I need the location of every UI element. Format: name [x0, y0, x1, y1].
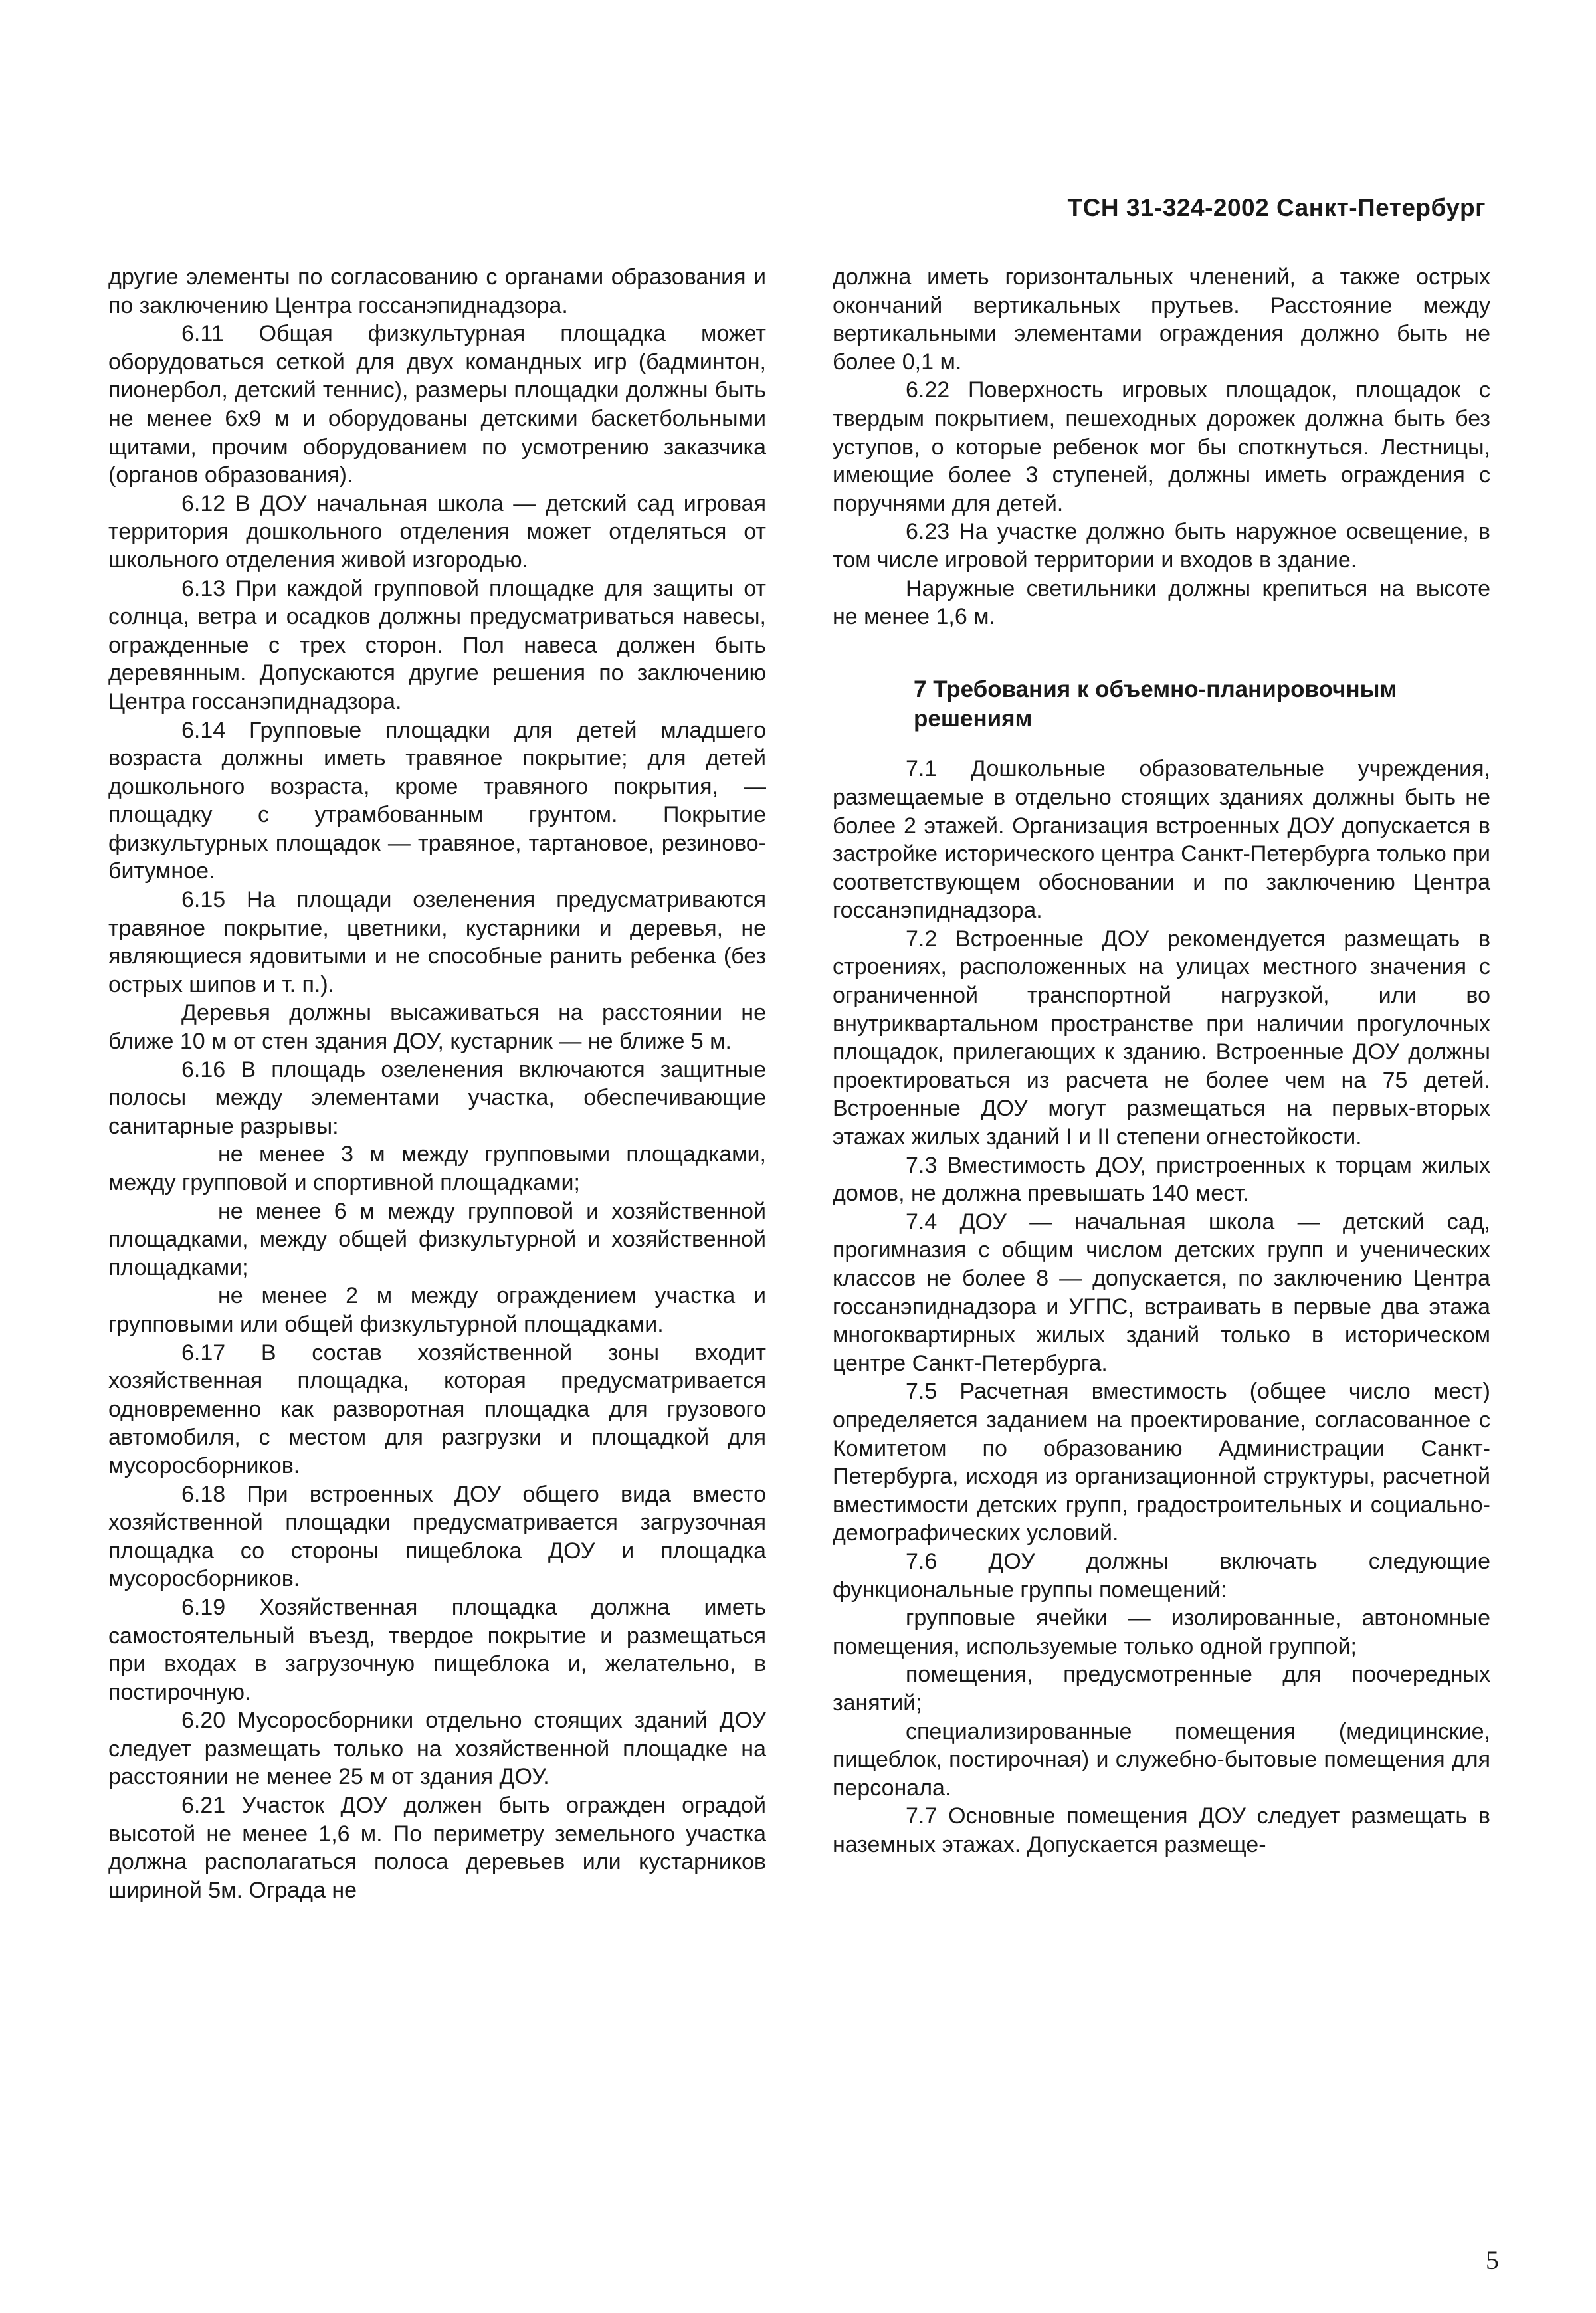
paragraph: не менее 6 м между групповой и хозяйственной площадками, между общей физкультурной и хозяйственной площадками; [108, 1198, 766, 1280]
paragraph: 6.20 Мусоросборники отдельно стоящих зданий ДОУ следует размещать только на хозяйственной площадке на расстоянии не менее 25 м от здания ДОУ. [108, 1708, 766, 1790]
document-header: ТСН 31-324-2002 Санкт-Петербург [1067, 194, 1486, 221]
paragraph: 7.3 Вместимость ДОУ, пристроенных к торцам жилых домов, не должна превышать 140 мест. [833, 1152, 1490, 1207]
section-7-heading: 7 Требования к объемно-планировочным решениям [914, 676, 1397, 732]
paragraph: специализированные помещения (медицинские, пищеблок, постирочная) и служебно-бытовые помещения для персонала. [833, 1718, 1490, 1801]
paragraph: 7.4 ДОУ — начальная школа — детский сад, прогимназия с общим числом детских групп и ученических классов не более 8 — допускается, по заключению Центра госсанэпиднадзора и УГПС, встраивать в первые два этажа многоквартирных жилых зданий только в историческом центре Санкт-Петербурга. [833, 1209, 1490, 1376]
paragraph: 7.7 Основные помещения ДОУ следует размещать в наземных этажах. Допускается размеще- [833, 1803, 1490, 1857]
right-column-part-a [833, 263, 1490, 631]
paragraph: 6.22 Поверхность игровых площадок, площадок с твердым покрытием, пешеходных дорожек должна быть без уступов, о которые ребенок мог бы споткнуться. Лестницы, имеющие более 3 ступеней, должны иметь ограждения с поручнями для детей. [833, 377, 1490, 516]
paragraph: 6.19 Хозяйственная площадка должна иметь самостоятельный въезд, твердое покрытие и размещаться при входах в загрузочную пищеблока и, желательно, в постирочную. [108, 1594, 766, 1705]
paragraph: помещения, предусмотренные для поочередных занятий; [833, 1662, 1490, 1716]
right-column [833, 263, 1490, 1859]
paragraph: 7.5 Расчетная вместимость (общее число мест) определяется заданием на проектирование, согласованное с Комитетом по образованию Администрации Санкт-Петербурга, исходя из организационной структуры, расчетной вместимости детских групп, градостроительных и социально-демографических условий. [833, 1379, 1490, 1546]
paragraph: 6.15 На площади озеленения предусматриваются травяное покрытие, цветники, кустарники и деревья, не являющиеся ядовитыми и не способные ранить ребенка (без острых шипов и т. п.). [108, 887, 766, 997]
paragraph: 6.11 Общая физкультурная площадка может оборудоваться сеткой для двух командных игр (бадминтон, пионербол, детский теннис), размеры площадки должны быть не менее 6x9 м и оборудованы детскими баскетбольными щитами, прочим оборудованием по усмотрению заказчика (органов образования). [108, 321, 766, 488]
paragraph: 7.1 Дошкольные образовательные учреждения, размещаемые в отдельно стоящих зданиях должны быть не более 2 этажей. Организация встроенных ДОУ допускается в застройке исторического центра Санкт-Петербурга только при соответствующем обосновании и по заключению Центра госсанэпиднадзора. [833, 756, 1490, 924]
paragraph: Деревья должны высаживаться на расстоянии не ближе 10 м от стен здания ДОУ, кустарник — не ближе 5 м. [108, 1000, 766, 1055]
paragraph: 7.2 Встроенные ДОУ рекомендуется размещать в строениях, расположенных на улицах местного значения с ограниченной транспортной нагрузкой, или во внутриквартальном пространстве при наличии прогулочных площадок, прилегающих к зданию. Встроенные ДОУ должны проектироваться из расчета не более чем на 75 детей. Встроенные ДОУ могут размещаться на первых-вторых этажах жилых зданий I и II степени огнестойкости. [833, 926, 1490, 1150]
paragraph: другие элементы по согласованию с органами образования и по заключению Центра госсанэпиднадзора. [108, 264, 766, 318]
paragraph: должна иметь горизонтальных членений, а также острых окончаний вертикальных прутьев. Расстояние между вертикальными элементами ограждения должно быть не более 0,1 м. [833, 264, 1490, 375]
paragraph: 6.18 При встроенных ДОУ общего вида вместо хозяйственной площадки предусматривается загрузочная площадка со стороны пищеблока ДОУ и площадка мусоросборников. [108, 1481, 766, 1592]
right-column-part-b [833, 755, 1490, 1859]
paragraph: не менее 2 м между ограждением участка и групповыми или общей физкультурной площадками. [108, 1283, 766, 1337]
paragraph: групповые ячейки — изолированные, автономные помещения, используемые только одной группой; [833, 1605, 1490, 1659]
paragraph: 6.17 В состав хозяйственной зоны входит хозяйственная площадка, которая предусматривается одновременно как разворотная площадка для грузового автомобиля, с местом для разгрузки и площадкой для мусоросборников. [108, 1340, 766, 1478]
paragraph: Наружные светильники должны крепиться на высоте не менее 1,6 м. [833, 575, 1490, 630]
paragraph: 7.6 ДОУ должны включать следующие функциональные группы помещений: [833, 1548, 1490, 1603]
paragraph: 6.16 В площадь озеленения включаются защитные полосы между элементами участка, обеспечивающие санитарные разрывы: [108, 1056, 766, 1139]
paragraph: 6.14 Групповые площадки для детей младшего возраста должны иметь травяное покрытие; для детей дошкольного возраста, кроме травяного покрытия, — площадку с утрамбованным грунтом. Покрытие физкультурных площадок — травяное, тартановое, резиново-битумное. [108, 717, 766, 884]
paragraph: не менее 3 м между групповыми площадками, между групповой и спортивной площадками; [108, 1142, 766, 1195]
paragraph: 6.23 На участке должно быть наружное освещение, в том числе игровой территории и входов в здание. [833, 519, 1490, 573]
spacer [833, 631, 1490, 660]
paragraph: 6.13 При каждой групповой площадке для защиты от солнца, ветра и осадков должны предусматриваться навесы, огражденные с трех сторон. Пол навеса должен быть деревянным. Допускаются другие решения по заключению Центра госсанэпиднадзора. [108, 575, 766, 714]
paragraph: 6.21 Участок ДОУ должен быть огражден оградой высотой не менее 1,6 м. По периметру земельного участка должна располагаться полоса деревьев или кустарников шириной 5м. Ограда не [108, 1793, 766, 1903]
paragraph: 6.12 В ДОУ начальная школа — детский сад игровая территория дошкольного отделения может отделяться от школьного отделения живой изгородью. [108, 490, 766, 573]
left-column [108, 263, 766, 1904]
page-number: 5 [1486, 2245, 1499, 2275]
